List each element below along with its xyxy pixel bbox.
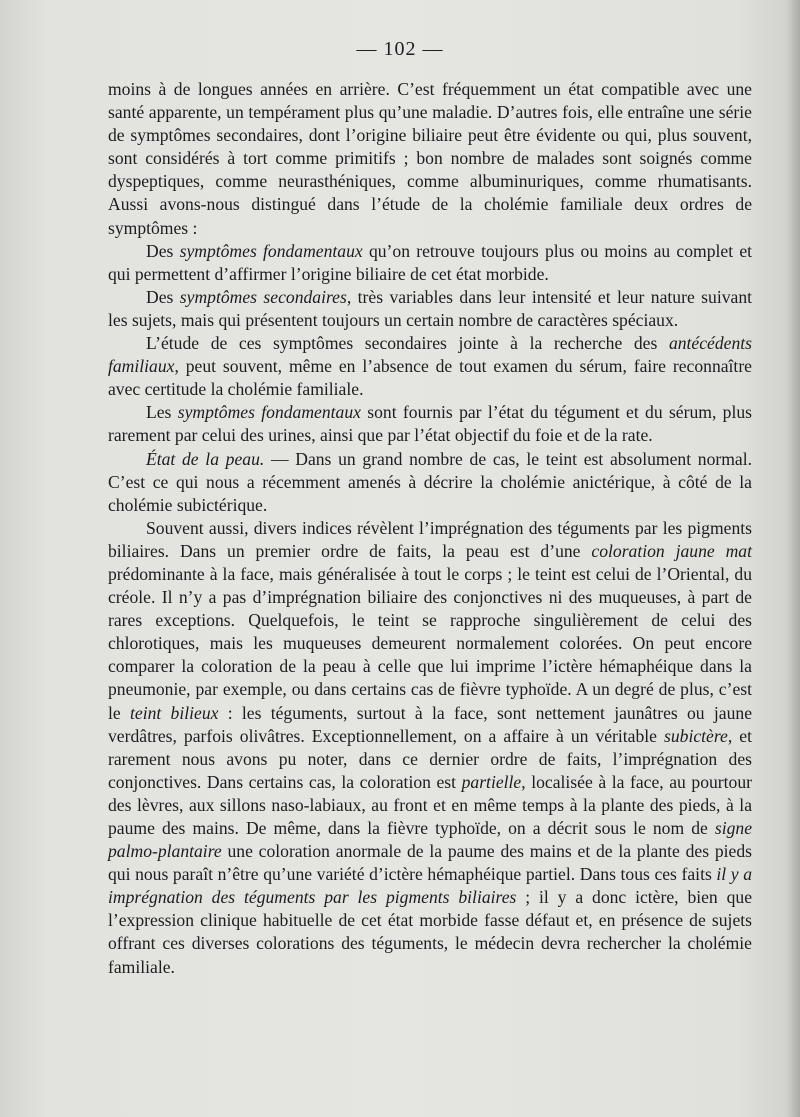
section-heading-inline: État de la peau. [146,448,265,469]
page-number: — 102 — [356,38,444,60]
paragraph-1 [108,78,752,240]
paragraph-text: prédominante à la face, mais généralisée à tout le corps ; le teint est celui de l’Oriental, du créole. Il n’y a pas d’imprégnation biliaire des conjonctives ni des muqueuses, à part de rares exceptions. Quelquefois, le teint se rapproche singulièrement de celui des chlorotiques, mais les muqueuses demeurent normalement colorées. On peut encore comparer la coloration de la peau à celle que lui imprime l’ictère hémaphéique dans la pneumonie, par exemple, ou dans certains cas de fièvre typhoïde. A un degré de plus, c’est le [108,563,752,723]
paragraph-text: , très variables dans leur intensité et leur nature suivant les sujets, mais qui présentent toujours un certain nombre de caractères spéciaux. [108,286,753,330]
paragraph-2 [108,240,752,286]
paragraph-5 [108,401,752,447]
paragraph-text: , et rarement nous avons pu noter, dans ce dernier ordre de faits, l’imprégnation des conjonctives. Dans certains cas, la coloration est [108,725,752,792]
paragraph-text: Des [146,240,180,261]
paragraph-text: , localisée à la face, au pourtour des lèvres, aux sillons naso-labiaux, au front et en même temps à la plante des pieds, à la paume des mains. De même, dans la fièvre typhoïde, on a décrit sous le nom de [108,771,752,838]
page-edge-shadow [786,0,800,1117]
italic-term: antécédents familiaux [108,333,752,377]
paragraph-text: Des [146,286,180,307]
paragraph-4 [108,332,752,401]
italic-term: coloration jaune mat [591,540,752,561]
italic-term: teint bilieux [130,702,219,723]
paragraph-text: qu’on retrouve toujours plus ou moins au complet et qui permettent d’affirmer l’origine biliaire de cet état morbide. [108,240,753,284]
paragraph-text: , peut souvent, même en l’absence de tout examen du sérum, faire reconnaître avec certitude la cholémie familiale. [108,356,752,400]
paragraph-text: sont fournis par l’état du tégument et du sérum, plus rarement par celui des urines, ainsi que par l’état objectif du foie et de la rate. [108,402,752,446]
paragraph-6 [108,448,752,517]
italic-term: il y a imprégnation des téguments par les pigments biliaires [108,864,752,908]
paragraph-text: Souvent aussi, divers indices révèlent l’imprégnation des téguments par les pigments biliaires. Dans un premier ordre de faits, la peau est d’une [108,517,752,561]
italic-term: symptômes fondamentaux [179,240,363,261]
italic-term: subictère [664,725,728,746]
italic-term: partielle [461,771,522,792]
paragraph-text: — Dans un grand nombre de cas, le teint est absolument normal. C’est ce qui nous a récemment amenés à décrire la cholémie anictérique, à côté de la cholémie subictérique. [108,448,752,515]
paragraph-text: une coloration anormale de la paume des mains et de la plante des pieds qui nous paraît n’être qu’une variété d’ictère hémaphéique partiel. Dans tous ces faits [108,841,752,885]
paragraph-text: : les téguments, surtout à la face, sont nettement jaunâtres ou jaune verdâtres, parfois olivâtres. Exceptionnellement, on a affaire à un véritable [108,702,752,746]
paragraph-3 [108,286,752,332]
paragraph-text: ; il y a donc ictère, bien que l’expression clinique habituelle de cet état morbide fasse défaut et, en présence de sujets offrant ces diverses colorations des téguments, le médecin devra rechercher la cholémie familiale. [108,887,753,977]
paragraph-text: moins à de longues années en arrière. C’est fréquemment un état compatible avec une santé apparente, un tempérament plus qu’une maladie. D’autres fois, elle entraîne une série de symptômes secondaires, dont l’origine biliaire peut être évidente ou qui, plus souvent, sont considérés à tort comme primitifs ; bon nombre de malades sont soignés comme dyspeptiques, comme neurasthéniques, comme albuminuriques, comme rhumatisants. Aussi avons-nous distingué dans l’étude de la cholémie familiale deux ordres de symptômes : [108,79,752,238]
italic-term: symptômes fondamentaux [177,402,361,423]
italic-term: signe palmo-plantaire [108,818,752,862]
paragraph-text: Les [146,402,178,423]
paragraph-7 [108,517,752,979]
body-text [108,78,752,979]
paragraph-text: L’étude de ces symptômes secondaires jointe à la recherche des [146,333,669,354]
italic-term: symptômes secondaires [179,286,347,307]
